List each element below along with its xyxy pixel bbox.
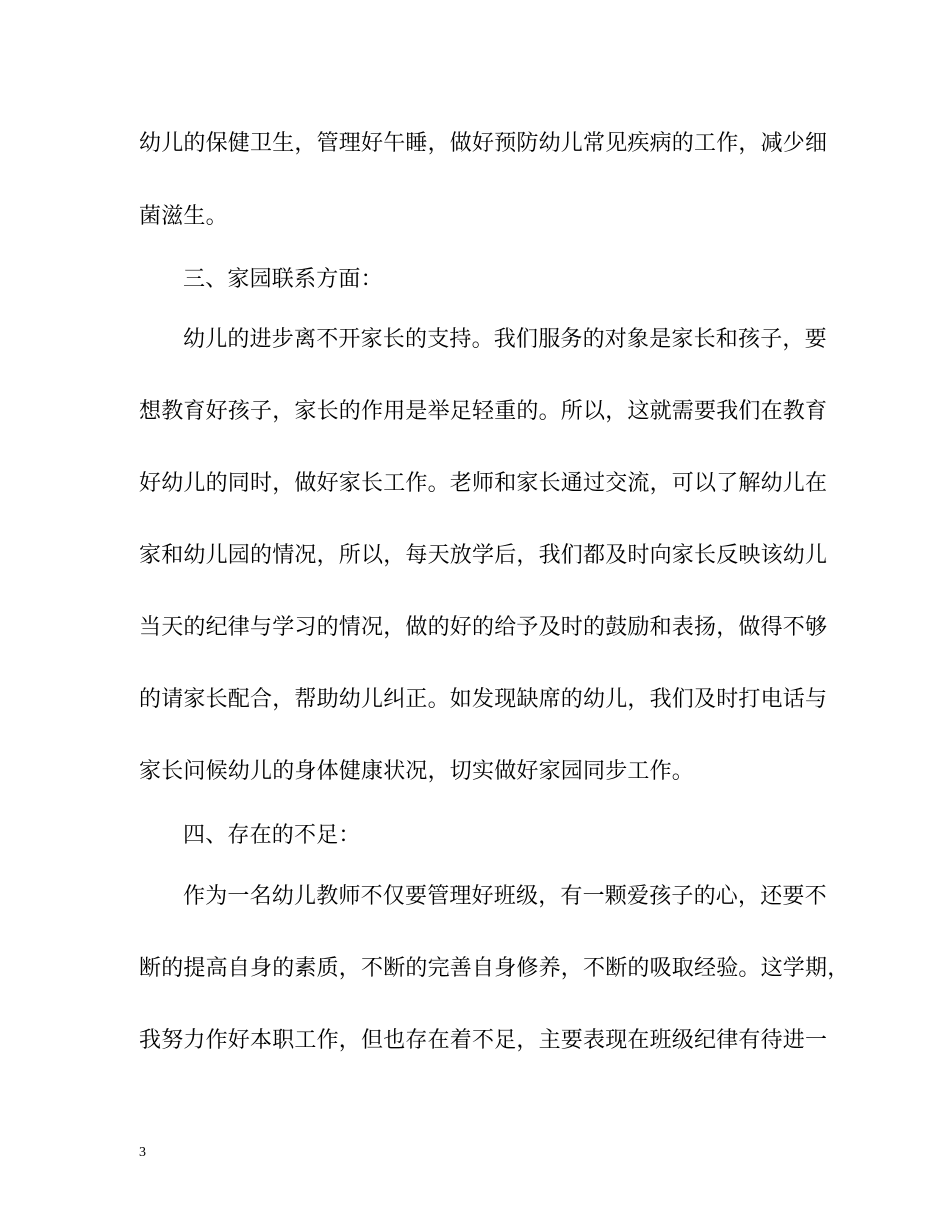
- body-text-line: 的请家长配合，帮助幼儿纠正。如发现缺席的幼儿，我们及时打电话与: [139, 687, 828, 712]
- page-number: 3: [139, 1145, 146, 1160]
- body-text-line: 想教育好孩子，家长的作用是举足轻重的。所以，这就需要我们在教育: [139, 399, 828, 424]
- body-text-line: 当天的纪律与学习的情况，做的好的给予及时的鼓励和表扬，做得不够: [139, 615, 828, 640]
- section-heading-family-contact: 三、家园联系方面：: [183, 267, 383, 292]
- paragraph-first-line: 作为一名幼儿教师不仅要管理好班级，有一颗爱孩子的心，还要不: [183, 884, 827, 909]
- body-text-line: 菌滋生。: [139, 204, 228, 229]
- body-text-line: 幼儿的保健卫生，管理好午睡，做好预防幼儿常见疾病的工作，减少细: [139, 131, 828, 156]
- body-text-line: 家和幼儿园的情况，所以，每天放学后，我们都及时向家长反映该幼儿: [139, 543, 828, 568]
- body-text-line: 断的提高自身的素质，不断的完善自身修养，不断的吸取经验。这学期，: [139, 956, 850, 981]
- body-text-line: 家长问候幼儿的身体健康状况，切实做好家园同步工作。: [139, 759, 695, 784]
- section-heading-shortcomings: 四、存在的不足：: [183, 823, 361, 848]
- body-text-line: 好幼儿的同时，做好家长工作。老师和家长通过交流，可以了解幼儿在: [139, 471, 828, 496]
- body-text-line: 我努力作好本职工作，但也存在着不足，主要表现在班级纪律有待进一: [139, 1028, 828, 1053]
- paragraph-first-line: 幼儿的进步离不开家长的支持。我们服务的对象是家长和孩子，要: [183, 327, 827, 352]
